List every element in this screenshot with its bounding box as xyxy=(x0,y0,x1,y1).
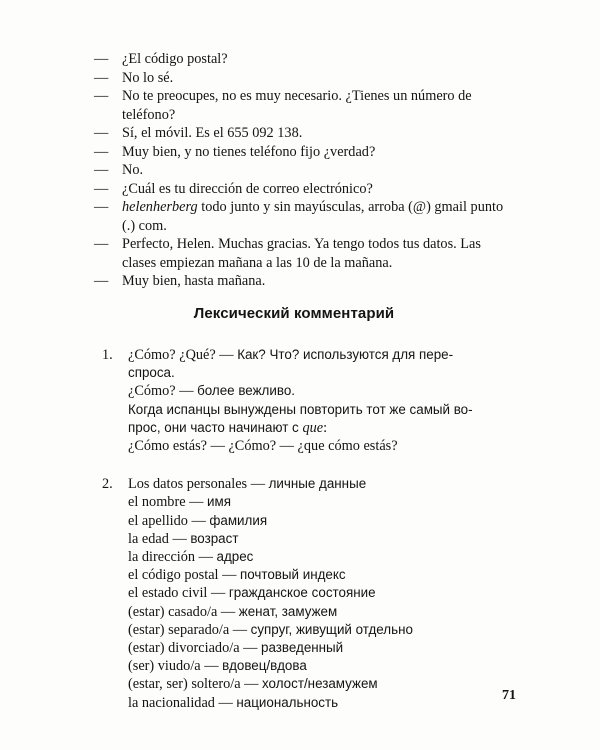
note-line xyxy=(128,346,512,364)
spanish-term: Los datos personales — xyxy=(128,476,269,493)
note-line xyxy=(128,401,512,419)
spanish-term: el apellido — xyxy=(128,512,210,529)
note-line xyxy=(128,475,512,493)
spanish-term: la edad — xyxy=(128,530,191,547)
dialogue-text: Perfecto, Helen. Muchas gracias. Ya tengo todos tus datos. Las clases empiezan mañana a las 10 de la mañana. xyxy=(122,236,481,271)
dialogue-text: Muy bien, hasta mañana. xyxy=(122,273,266,289)
dialogue-text: Sí, el móvil. Es el 655 092 138. xyxy=(122,125,303,141)
dialogue-line xyxy=(94,87,514,124)
note-line xyxy=(128,657,512,675)
russian-translation: имя xyxy=(207,494,231,510)
russian-translation: женат, замужем xyxy=(238,603,338,619)
note-line xyxy=(128,364,512,382)
russian-translation: фамилия xyxy=(209,512,268,528)
dialogue-text: No lo sé. xyxy=(122,69,174,86)
russian-translation: холост/незамужем xyxy=(262,676,378,692)
dialogue-line xyxy=(94,272,514,291)
dialogue-dash: — xyxy=(94,273,109,289)
note-item xyxy=(102,475,512,712)
spanish-term: (estar) divorciado/a — xyxy=(128,640,261,657)
russian-translation: супруг, живущий отдельно xyxy=(250,621,413,637)
russian-translation: более вежливо. xyxy=(197,383,295,399)
note-line xyxy=(128,675,512,693)
spanish-word: que xyxy=(302,419,324,436)
dialogue-line xyxy=(94,161,514,180)
punctuation: : xyxy=(323,419,328,436)
russian-translation: гражданское состояние xyxy=(228,585,376,601)
vocabulary-notes xyxy=(102,346,512,712)
note-number: 1. xyxy=(102,347,113,363)
russian-translation: прос, они часто начинают с xyxy=(128,419,303,435)
note-line xyxy=(128,694,512,712)
russian-translation: вдовец/вдова xyxy=(222,658,307,674)
spanish-term: el código postal — xyxy=(128,567,240,584)
dialogue-dash: — xyxy=(94,236,109,252)
dialogue-dash: — xyxy=(94,180,109,197)
spanish-term: (ser) viudo/a — xyxy=(128,658,223,675)
note-line xyxy=(128,382,512,400)
dialogue-text: Muy bien, y no tienes teléfono fijo ¿verdad? xyxy=(122,143,376,160)
russian-translation: разведенный xyxy=(261,640,344,656)
dialogue-dash: — xyxy=(94,88,109,104)
note-line xyxy=(128,437,512,455)
dialogue-line xyxy=(94,180,514,199)
page-number: 71 xyxy=(502,688,516,703)
spanish-term: la nacionalidad — xyxy=(128,694,237,711)
note-line xyxy=(128,566,512,584)
dialogue-line xyxy=(94,124,514,143)
dialogue-dash: — xyxy=(94,69,109,86)
russian-translation: Как? Что? используются для пере- xyxy=(237,347,454,362)
note-item xyxy=(102,346,512,455)
dialogue-text: ¿El código postal? xyxy=(122,51,228,67)
russian-translation: адрес xyxy=(216,549,254,565)
spanish-term: la dirección — xyxy=(128,549,217,566)
spanish-term: el nombre — xyxy=(128,494,208,511)
note-number: 2. xyxy=(102,476,113,493)
section-title: Лексический комментарий xyxy=(193,305,395,322)
dialogue-text: No te preocupes, no es muy necesario. ¿Tienes un número de teléfono? xyxy=(122,88,472,123)
spanish-term: (estar) separado/a — xyxy=(128,621,251,638)
russian-translation: национальность xyxy=(236,694,339,710)
note-line xyxy=(128,419,512,437)
spanish-term: (estar, ser) soltero/a — xyxy=(128,676,263,693)
dialogue-line xyxy=(94,143,514,162)
dialogue-dash: — xyxy=(94,143,109,160)
note-line xyxy=(128,621,512,639)
dialogue-dash: — xyxy=(94,199,109,215)
russian-translation: почтовый индекс xyxy=(239,567,346,583)
note-line xyxy=(128,530,512,548)
spanish-term: ¿Cómo estás? — ¿Cómo? — ¿que cómo estás? xyxy=(128,438,398,455)
dialogue-dash: — xyxy=(94,162,109,178)
dialogue-text: todo junto y sin mayúsculas, arroba (@) gmail punto (.) com. xyxy=(122,199,504,234)
russian-translation: спроса. xyxy=(128,365,175,381)
spanish-term: (estar) casado/a — xyxy=(128,603,239,620)
note-line xyxy=(128,603,512,621)
dialogue-text: No. xyxy=(122,162,144,178)
russian-translation: личные данные xyxy=(268,476,367,492)
note-line xyxy=(128,639,512,657)
spanish-term: ¿Cómo? — xyxy=(128,383,198,400)
note-line xyxy=(128,512,512,530)
email-username: helenherberg xyxy=(122,199,198,215)
russian-translation: возраст xyxy=(190,530,239,546)
dialogue-text: ¿Cuál es tu dirección de correo electrónico? xyxy=(122,180,373,197)
dialogue-line xyxy=(94,198,514,235)
dialogue-line xyxy=(94,50,514,69)
spanish-term: el estado civil — xyxy=(128,585,229,602)
spanish-term: ¿Cómo? ¿Qué? — xyxy=(128,347,238,363)
dialogue-list xyxy=(94,50,514,291)
dialogue-line xyxy=(94,235,514,272)
note-line xyxy=(128,584,512,602)
russian-translation: Когда испанцы вынуждены повторить тот же самый во- xyxy=(128,401,473,417)
dialogue-line xyxy=(94,69,514,88)
note-line xyxy=(128,548,512,566)
dialogue-dash: — xyxy=(94,125,109,141)
note-line xyxy=(128,493,512,511)
dialogue-dash: — xyxy=(94,51,109,67)
